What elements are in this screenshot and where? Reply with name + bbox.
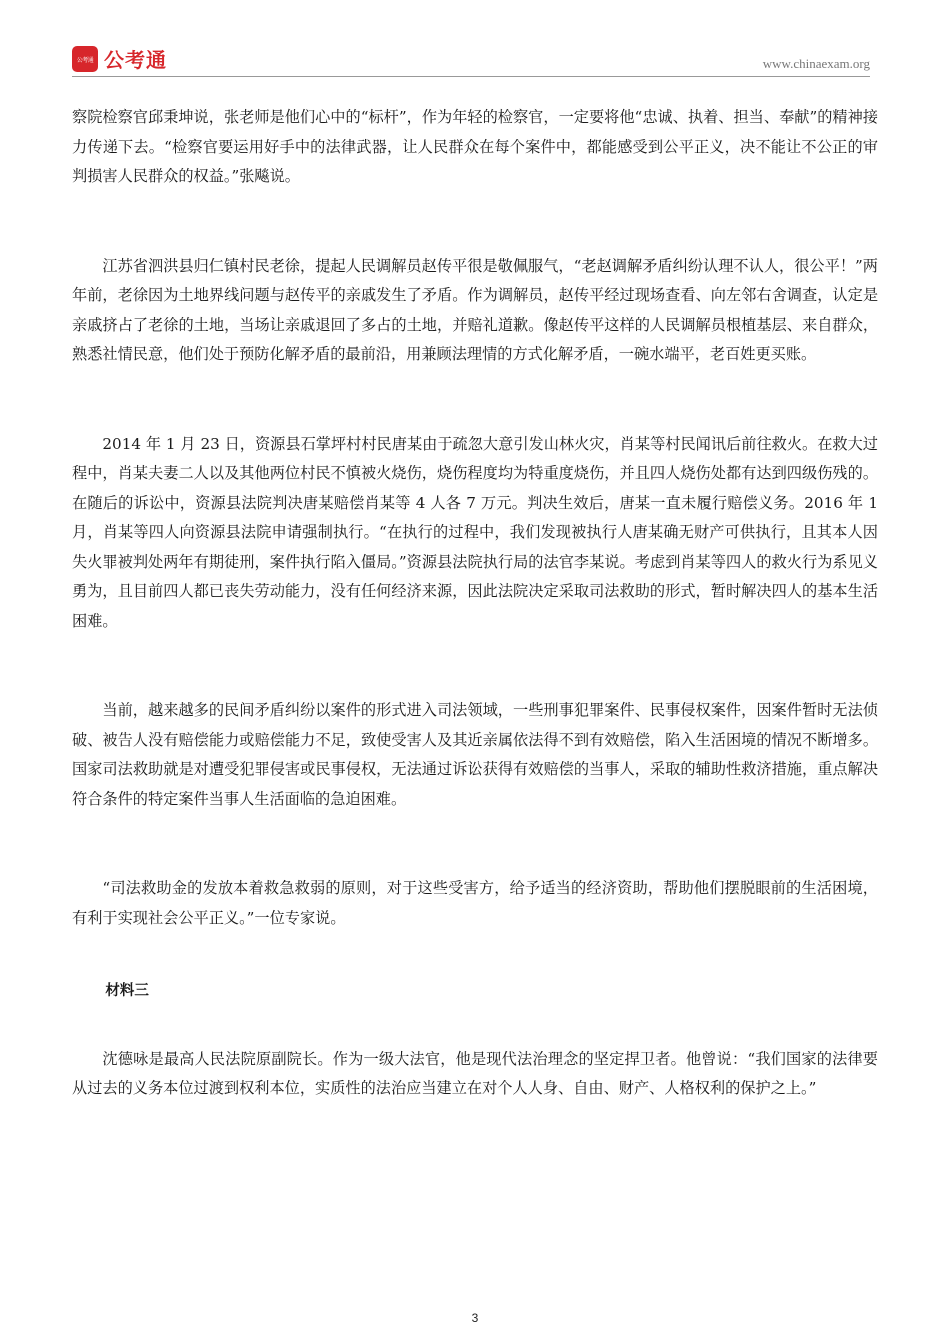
spacer	[72, 814, 878, 874]
logo-text: 公考通	[104, 48, 167, 72]
spacer	[72, 370, 878, 430]
spacer	[72, 636, 878, 696]
spacer	[72, 192, 878, 252]
logo-icon: 公考通	[72, 46, 98, 72]
paragraph-5: “司法救助金的发放本着救急救弱的原则，对于这些受害方，给予适当的经济资助，帮助他们摆脱眼前的生活困境，有利于实现社会公平正义。”一位专家说。	[72, 879, 878, 927]
paragraph-4: 当前，越来越多的民间矛盾纠纷以案件的形式进入司法领域，一些刑事犯罪案件、民事侵权案件，因案件暂时无法侦破、被告人没有赔偿能力或赔偿能力不足，致使受害人及其近亲属依法得不到有效赔偿，陷入生活困境的情况不断增多。国家司法救助就是对遭受犯罪侵害或民事侵权，无法通过诉讼获得有效赔偿的当事人，采取的辅助性救济措施，重点解决符合条件的特定案件当事人生活面临的急迫困难。	[72, 701, 878, 808]
spacer	[72, 933, 878, 977]
paragraph-2: 江苏省泗洪县归仁镇村民老徐，提起人民调解员赵传平很是敬佩服气，“老赵调解矛盾纠纷认理不认人，很公平！”两年前，老徐因为土地界线问题与赵传平的亲戚发生了矛盾。作为调解员，赵传平经过现场查看、向左邻右舍调查，认定是亲戚挤占了老徐的土地，当场让亲戚退回了多占的土地，并赔礼道歉。像赵传平这样的人民调解员根植基层、来自群众，熟悉社情民意，他们处于预防化解矛盾的最前沿，用兼顾法理情的方式化解矛盾，一碗水端平，老百姓更买账。	[72, 256, 878, 363]
spacer	[72, 1007, 878, 1045]
header-divider	[72, 76, 870, 77]
paragraph-3: 2014 年 1 月 23 日，资源县石掌坪村村民唐某由于疏忽大意引发山林火灾，肖某等村民闻讯后前往救火。在救大过程中，肖某夫妻二人以及其他两位村民不慎被火烧伤，烧伤程度均为特重度烧伤，并且四人烧伤处都有达到四级伤残的。在随后的诉讼中，资源县法院判决唐某赔偿肖某等 4 人各 7 万元。判决生效后，唐某一直未履行赔偿义务。2016 年 1 月，肖某等四人向资源县法院申请强制执行。“在执行的过程中，我们发现被执行人唐某确无财产可供执行，且其本人因失火罪被判处两年有期徒刑，案件执行陷入僵局。”资源县法院执行局的法官李某说。考虑到肖某等四人的救火行为系见义勇为，且目前四人都已丧失劳动能力，没有任何经济来源，因此法院决定采取司法救助的形式，暂时解决四人的基本生活困难。	[72, 434, 878, 630]
document-body	[72, 103, 878, 1104]
section-heading: 材料三	[105, 983, 149, 999]
paragraph-6: 沈德咏是最高人民法院原副院长。作为一级大法官，他是现代法治理念的坚定捍卫者。他曾说：“我们国家的法律要从过去的义务本位过渡到权利本位，实质性的法治应当建立在对个人人身、自由、财产、人格权利的保护之上。”	[72, 1049, 878, 1097]
site-url[interactable]: www.chinaexam.org	[762, 56, 870, 71]
page-header	[72, 40, 870, 76]
paragraph-1: 察院检察官邱秉坤说，张老师是他们心中的“标杆”，作为年轻的检察官，一定要将他“忠诚、执着、担当、奉献”的精神接力传递下去。“检察官要运用好手中的法律武器，让人民群众在每个案件中，都能感受到公平正义，决不能让不公正的审判损害人民群众的权益。”张飚说。	[72, 108, 878, 185]
page-number: 3	[471, 1311, 479, 1325]
